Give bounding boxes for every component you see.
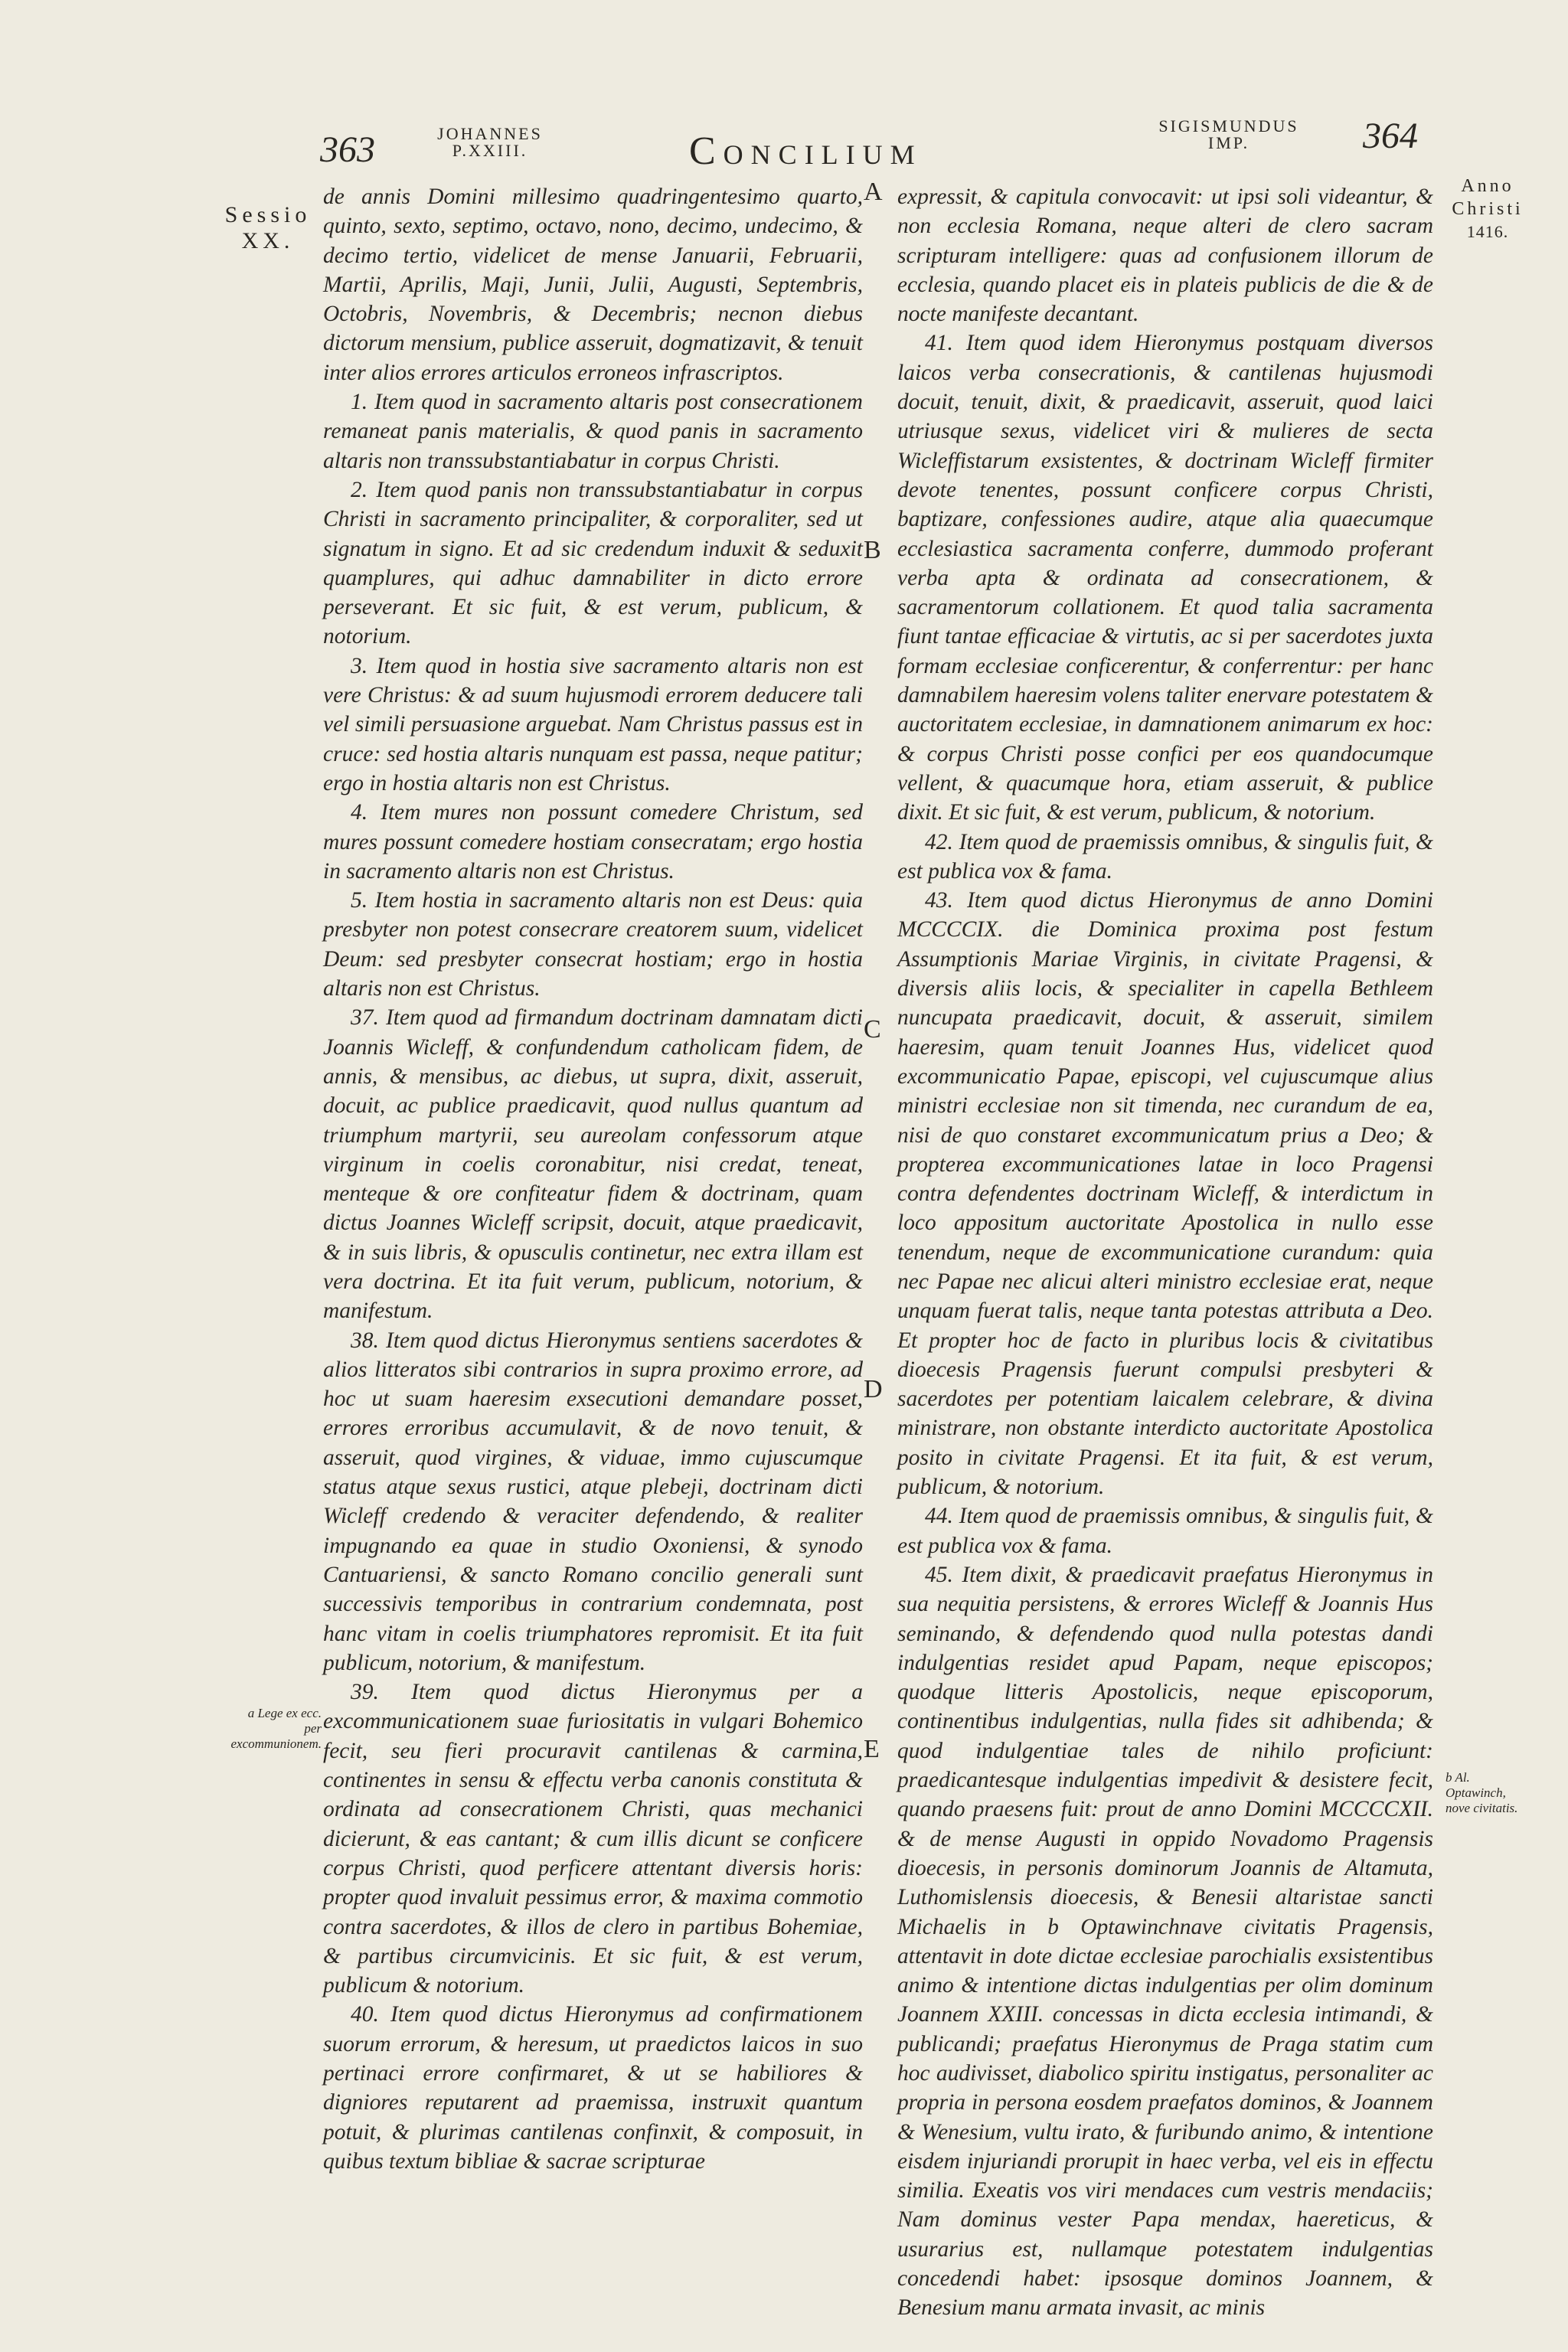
paragraph: 3. Item quod in hostia sive sacramento altaris non est vere Christus: & ad suum hujusmodi errorem deducere tali vel simili persuasione arguebat. Nam Christus passus est in cruce: sed hostia altaris nunquam est passa, neque patitur; ergo in hostia altaris non est Christus. [323,653,863,795]
paragraph: 2. Item quod panis non transsubstantiabatur in corpus Christi in sacramento principaliter, & corporaliter, sed ut signatum in signo. Et ad sic credendum induxit & seduxit quamplures, qui adhuc damnabiliter in dicto errore perseverant. Et sic fuit, & est verum, publicum, & notorium. [323,477,863,649]
section-marker-a: A [864,178,883,206]
right-page-number: 364 [1363,116,1418,156]
section-marker-d: D [864,1375,883,1403]
paragraph: expressit, & capitula convocavit: ut ipsi soli videantur, & non ecclesia Romana, neque alteri de clero sacram scripturam intelligere: quas ad confusionem illorum de ecclesia, quando placet eis in plateis publicis de die & de nocte manifeste decantant. [897,185,1433,327]
page-header [0,115,1568,176]
left-running-head: JOHANNES P.XXIII. [437,124,543,160]
session-label: Sessio XX. [224,202,312,253]
paragraph: 38. Item quod dictus Hieronymus sentiens sacerdotes & alios litteratos sibi contrarios in supra proximo errore, ad hoc ut suam haeresim exsecutioni demandare posset, errores erroribus accumulavit, & de novo tenuit, & asseruit, quod virgines, & viduae, immo cujuscumque status atque sexus rustici, atque plebeji, doctrinam dicti Wicleff credendo & veraciter defendendo, & realiter impugnando ea quae in studio Oxoniensi, & synodo Cantuariensi, & sancto Romano concilio generali sunt successivis temporibus in contrarium condemnata, post hanc vitam in coelis triumphatores repromisit. Et ita fuit publicum, notorium, & manifestum. [323,1328,863,1675]
section-marker-b: B [864,536,881,564]
paragraph: 44. Item quod de praemissis omnibus, & singulis fuit, & est publica vox & fama. [897,1504,1433,1558]
paragraph: 40. Item quod dictus Hieronymus ad confirmationem suorum errorum, & heresum, ut praedictos laicos in suo pertinaci errore confirmaret, & ut se habiliores & digniores reputarent ad praemissa, instruxit quantum potuit, & plurimas cantilenas confinxit, & composuit, in quibus textum bibliae & sacrae scripturae [323,2002,863,2174]
margin-note-left: a Lege ex ecc. per excommunionem. [230,1706,322,1751]
left-text-column [323,182,863,2188]
paragraph: 5. Item hostia in sacramento altaris non est Deus: quia presbyter non potest consecrare creatorem suum, videlicet Deum: sed presbyter consecrat hostiam; ergo in hostia altaris non est Christus. [323,888,863,1001]
page-title: Concilium [689,129,923,173]
paragraph: 4. Item mures non possunt comedere Christum, sed mures possunt comedere hostiam consecratam; ergo hostia in sacramento altaris non est Christus. [323,800,863,884]
paragraph: 41. Item quod idem Hieronymus postquam diversos laicos verba consecrationis, & cantilenas hujusmodi docuit, tenuit, dixit, & praedicavit, asseruit, quod laici utriusque sexus, videlicet viri & mulieres de secta Wicleffistarum exsistentes, & doctrinam Wicleff firmiter devote tenentes, possunt conficere corpus Christi, baptizare, confessiones audire, atque alia quaecumque ecclesiastica sacramenta conferre, dummodo proferant verba apta & ordinata ad consecrationem, & sacramentorum collationem. Et quod talia sacramenta fiunt tantae efficaciae & virtutis, ac si per sacerdotes juxta formam ecclesiae conficerentur, & conferrentur: per hanc damnabilem haeresim volens taliter enervare potestatem & auctoritatem ecclesiae, in damnationem animarum ex hoc: & corpus Christi posse confici per eos quandocumque vellent, & quacumque hora, etiam asseruit, & publice dixit. Et sic fuit, & est verum, publicum, & notorium. [897,331,1433,825]
right-text-column [897,182,1433,2321]
paragraph: 39. Item quod dictus Hieronymus per a excommunicationem suae furiositatis in vulgari Bohemico fecit, seu fieri procuravit cantilenas & carmina, continentes in sensu & effectu verba canonis constituta & ordinata ad consecrationem Christi, quas mechanici dicierunt, & eas cantant; & cum illis dicunt se conficere corpus Christi, quod perficere attentant diversis horis: propter quod invaluit pessimus error, & maxima commotio contra sacerdotes, & illos de clero in partibus Bohemiae, & partibus circumvicinis. Et sic fuit, & est verum, publicum & notorium. [323,1680,863,1998]
paragraph: de annis Domini millesimo quadringentesimo quarto, quinto, sexto, septimo, octavo, nono, decimo, undecimo, & decimo tertio, videlicet de mense Januarii, Februarii, Martii, Aprilis, Maji, Junii, Julii, Augusti, Septembris, Octobris, Novembris, & Decembris; necnon diebus dictorum mensium, publice asseruit, dogmatizavit, & tenuit inter alios errores articulos erroneos infrascriptos. [323,185,863,385]
left-page-number: 363 [320,129,375,170]
paragraph: 45. Item dixit, & praedicavit praefatus Hieronymus in sua nequitia persistens, & errores Wicleff & Joannis Hus seminando, & defendendo quod nulla potestas dandi indulgentias residet apud Papam, neque episcopos; quodque litteris Apostolicis, neque episcoporum, continentibus indulgentias, nulla fides sit adhibenda; & quod indulgentiae tales de nihilo proficiunt: praedicantesque indulgentias impedivit & desistere fecit, quando praesens fuit: prout de anno Domini MCCCCXII. & de mense Augusti in oppido Novadomo Pragensis dioecesis, in personis dominorum Joannis de Altamuta, Luthomislensis dioecesis, & Benesii altaristae sancti Michaelis in b Optawinchnave civitatis Pragensis, attentavit in dote dictae ecclesiae parochialis exsistentibus animo & intentione dictas indulgentias per olim dominum Joannem XXIII. concessas in dicta ecclesia intimandi, & publicandi; praefatus Hieronymus de Praga statim cum hoc audivisset, diabolico spiritu instigatus, personaliter ac propria in persona eosdem praefatos dominos, & Joannem & Wenesium, vultu irato, & furibundo animo, & intentione eisdem injuriandi prorupit in haec verba, vel eis in effectu similia. Exeatis vos viri mendaces cum vestris mendaciis; Nam dominus vester Papa mendax, haereticus, & usurarius est, nullamque potestatem indulgentias concedendi habet: ipsosque dominos Joannem, & Benesium manu armata invasit, ac minis [897,1562,1433,2321]
anno-christi-label [1438,175,1537,243]
right-running-head: SIGISMUNDUS IMP. [1158,116,1299,152]
paragraph: 1. Item quod in sacramento altaris post consecrationem remaneat panis materialis, & quod panis in sacramento altaris non transsubstantiabatur in corpus Christi. [323,390,863,473]
paragraph: 42. Item quod de praemissis omnibus, & singulis fuit, & est publica vox & fama. [897,829,1433,884]
paragraph: 43. Item quod dictus Hieronymus de anno Domini MCCCCIX. die Dominica proxima post festum Assumptionis Mariae Virginis, in civitate Pragensi, & diversis aliis locis, & specialiter in capella Bethleem nuncupata praedicavit, docuit, & asseruit, similem haeresim, quam tenuit Joannes Hus, videlicet quod excommunicatio Papae, episcopi, vel cujuscumque alius ministri ecclesiae non sit timenda, nec curandum de ea, nisi de quo constaret excommunicatum prius a Deo; & propterea excommunicationes latae in loco Pragensi contra defendentes doctrinam Wicleff, & interdictum in loco appositum auctoritate Apostolica in nullo esse tenendum, neque de excommunicatione curandum: quia nec Papae nec alicui alteri ministro ecclesiae erat, neque unquam fuerat talis, neque tanta potestas attributa a Deo. Et propter hoc de facto in pluribus locis & civitatibus dioecesis Pragensis fuerunt compulsi presbyteri & sacerdotes per potentiam laicalem celebrare, & divina ministrare, non obstante interdicto auctoritate Apostolica posito in civitate Pragensi. Et ita fuit, & est verum, publicum, & notorium. [897,888,1433,1500]
section-marker-e: E [864,1735,880,1763]
anno-year: 1416. [1466,222,1509,241]
section-marker-c: C [864,1015,881,1044]
margin-note-right: b Al. Optawinch, nove civitatis. [1446,1770,1518,1815]
paragraph: 37. Item quod ad firmandum doctrinam damnatam dicti Joannis Wicleff, & confundendum catholicam fidem, de annis, & mensibus, ac diebus, ut supra, dixit, asseruit, docuit, ac publice praedicavit, quod nullus quantum ad triumphum martyrii, seu aureolam confessorum atque virginum in coelis coronabitur, nisi credat, teneat, menteque & ore confiteatur fidem & doctrinam, quam dictus Joannes Wicleff scripsit, docuit, atque praedicavit, & in suis libris, & opusculis continetur, nec extra illam est vera doctrina. Et ita fuit verum, publicum, notorium, & manifestum. [323,1005,863,1324]
anno-label: Anno Christi [1452,176,1524,219]
